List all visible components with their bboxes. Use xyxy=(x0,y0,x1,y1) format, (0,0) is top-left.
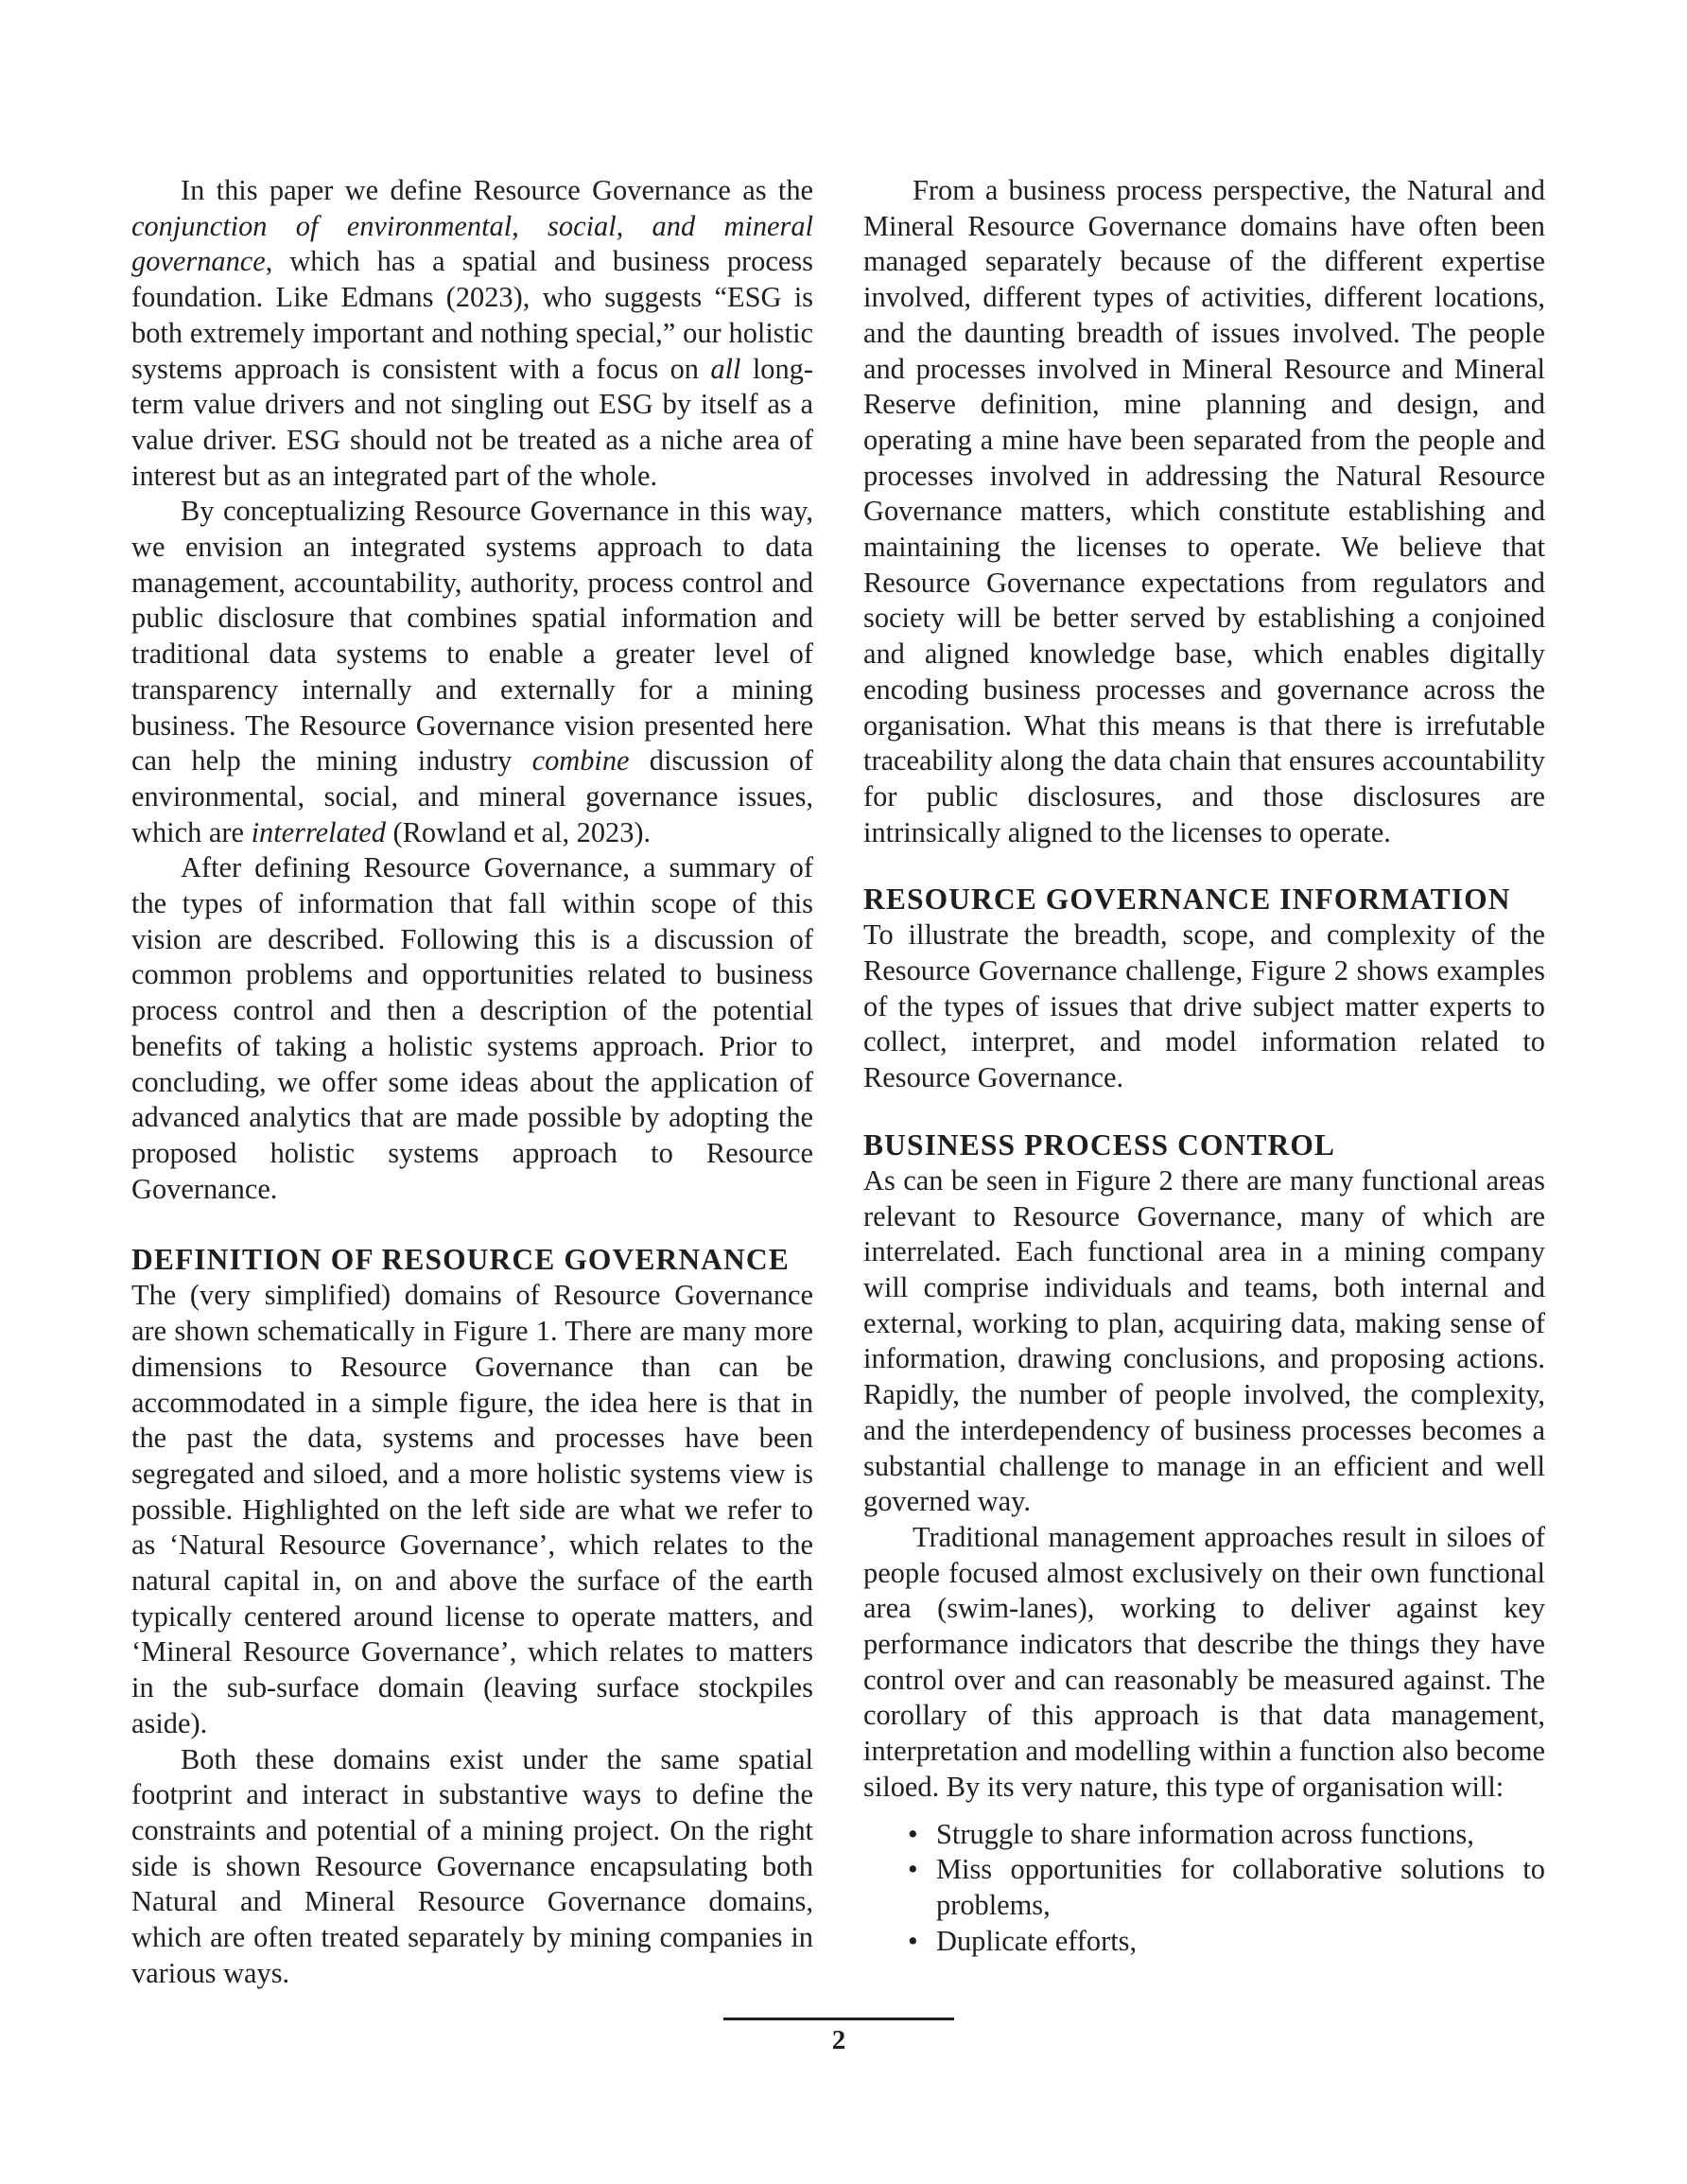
section-heading-control: BUSINESS PROCESS CONTROL xyxy=(863,1127,1336,1162)
section-heading-information: RESOURCE GOVERNANCE INFORMATION xyxy=(863,882,1511,917)
intro-paragraph-1: In this paper we define Resource Governance as the conjunction of environmental, social, and mineral governance, which has a spatial and business process foundation. Like Edmans (2023), who suggests “ESG is both extremely important and nothing special,” our holistic systems approach is consistent with a focus on all long-term value drivers and not singling out ESG by itself as a value driver. ESG should not be treated as a niche area of interest but as an integrated part of the whole. xyxy=(131,174,814,492)
bullet-list xyxy=(863,1817,1545,1960)
intro-paragraph-2: By conceptualizing Resource Governance in this way, we envision an integrated systems approach to data management, accountability, authority, process control and public disclosure that combines spatial information and traditional data systems to enable a greater level of transparency internally and externally for a mining business. The Resource Governance vision presented here can help the mining industry combine discussion of environmental, social, and mineral governance issues, which are interrelated (Rowland et al, 2023). xyxy=(131,495,813,848)
left-column xyxy=(131,173,813,1991)
control-paragraph-1: As can be seen in Figure 2 there are many functional areas relevant to Resource Governance, many of which are interrelated. Each functional area in a mining company will comprise individuals and teams, both internal and external, working to plan, acquiring data, making sense of information, drawing conclusions, and proposing actions. Rapidly, the number of people involved, the complexity, and the interdependency of business processes becomes a substantial challenge to manage in an efficient and well governed way. xyxy=(863,1163,1545,1518)
list-item: • Duplicate efforts, xyxy=(908,1924,1545,1960)
section-heading-definition: DEFINITION OF RESOURCE GOVERNANCE xyxy=(131,1243,790,1277)
list-item: • Miss opportunities for collaborative solutions to problems, xyxy=(908,1853,1545,1921)
bullet-icon: • xyxy=(908,1924,918,1957)
footer-rule xyxy=(723,2018,954,2020)
list-item: • Struggle to share information across functions, xyxy=(908,1817,1545,1853)
definition-paragraph-2: Both these domains exist under the same spatial footprint and interact in substantive ways to define the constraints and potential of a mining project. On the right side is shown Resource Governance encapsulating both Natural and Mineral Resource Governance domains, which are often treated separately by mining companies in various ways. xyxy=(131,1742,813,1989)
page-number: 2 xyxy=(831,2025,846,2055)
process-paragraph-1: From a business process perspective, the Natural and Mineral Resource Governance domains have often been managed separately because of the different expertise involved, different types of activities, different locations, and the daunting breadth of issues involved. The people and processes involved in Mineral Resource and Mineral Reserve definition, mine planning and design, and operating a mine have been separated from the people and processes involved in addressing the Natural Resource Governance matters, which constitute establishing and maintaining the licenses to operate. We believe that Resource Governance expectations from regulators and society will be better served by establishing a conjoined and aligned knowledge base, which enables digitally encoding business processes and governance across the organisation. What this means is that there is irrefutable traceability along the data chain that ensures accountability for public disclosures, and those disclosures are intrinsically aligned to the licenses to operate. xyxy=(863,174,1545,848)
bullet-icon: • xyxy=(908,1817,918,1850)
bullet-icon: • xyxy=(908,1853,918,1886)
control-paragraph-2: Traditional management approaches result in siloes of people focused almost exclusively on their own functional area (swim-lanes), working to deliver against key performance indicators that describe the things they have control over and can reasonably be measured against. The corollary of this approach is that data management, interpretation and modelling within a function also become siloed. By its very nature, this type of organisation will: xyxy=(863,1520,1545,1803)
definition-paragraph-1: The (very simplified) domains of Resource Governance are shown schematically in Figure 1. There are many more dimensions to Resource Governance than can be accommodated in a simple figure, the idea here is that in the past the data, systems and processes have been segregated and siloed, and a more holistic systems view is possible. Highlighted on the left side are what we refer to as ‘Natural Resource Governance’, which relates to the natural capital in, on and above the surface of the earth typically centered around license to operate matters, and ‘Mineral Resource Governance’, which relates to matters in the sub-surface domain (leaving surface stockpiles aside). xyxy=(131,1279,813,1739)
information-paragraph-1: To illustrate the breadth, scope, and complexity of the Resource Governance challenge, Figure 2 shows examples of the types of issues that drive subject matter experts to collect, interpret, and model information related to Resource Governance. xyxy=(863,918,1545,1094)
intro-paragraph-3: After defining Resource Governance, a summary of the types of information that fall within scope of this vision are described. Following this is a discussion of common problems and opportunities related to business process control and then a description of the potential benefits of taking a holistic systems approach. Prior to concluding, we offer some ideas about the application of advanced analytics that are made possible by adopting the proposed holistic systems approach to Resource Governance. xyxy=(131,851,813,1205)
right-column xyxy=(863,173,1545,1959)
